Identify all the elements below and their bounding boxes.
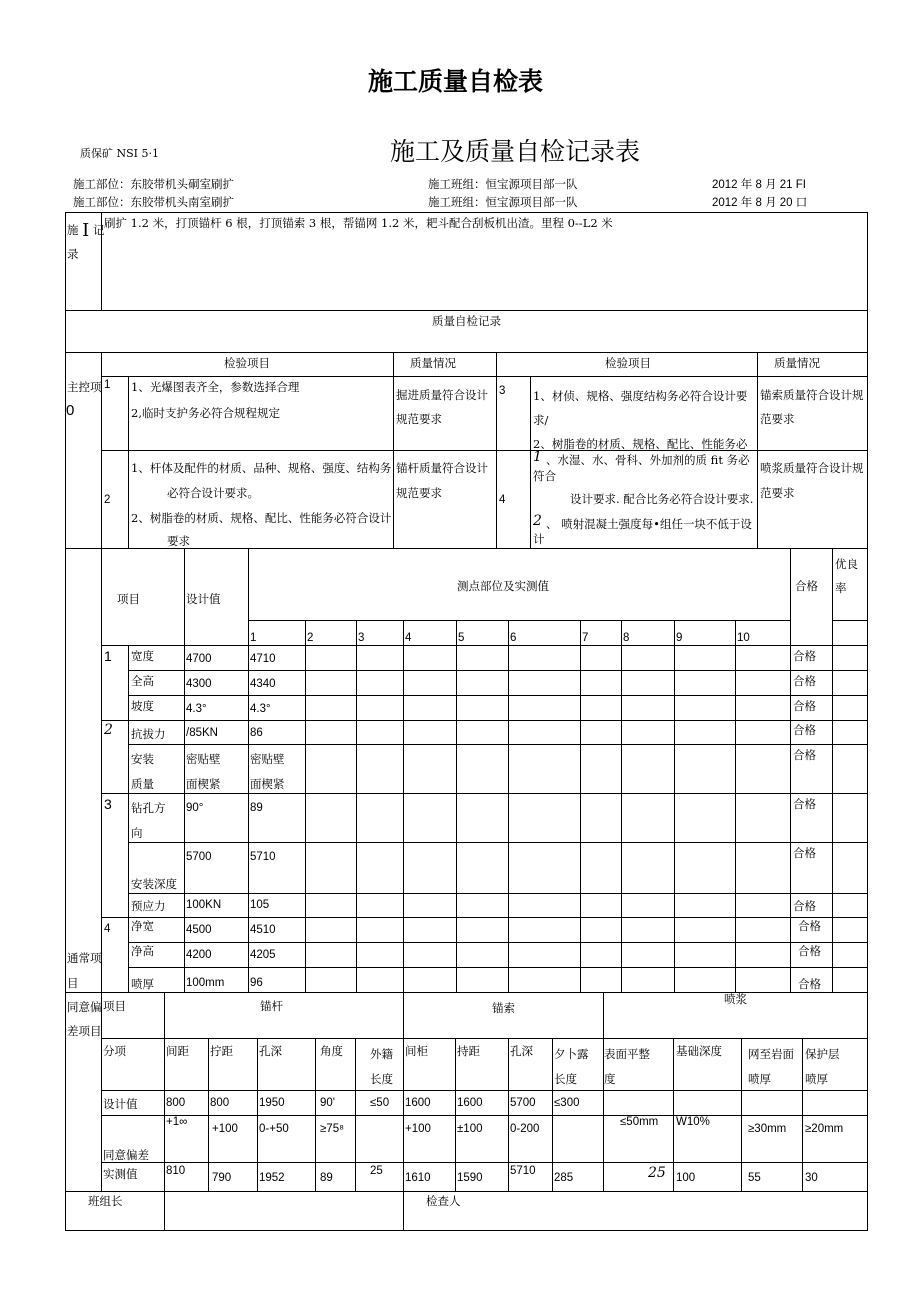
row-pullout-m1: 86 <box>250 727 263 739</box>
row-netwidth-name: 净宽 <box>131 919 154 933</box>
main-n2: 2 <box>104 494 111 506</box>
allow-col-6: 间柜 <box>405 1044 428 1058</box>
allow-tol-10: W10% <box>676 1116 710 1128</box>
point-7: 7 <box>582 632 589 644</box>
row-drill-name-b: 向 <box>131 826 143 840</box>
row-install-design-a: 密贴壁 <box>186 752 221 766</box>
allow-actual-4: 25 <box>370 1165 383 1177</box>
location-2: 施工部位：东胶带机头南室刷扩 <box>73 195 234 209</box>
allow-hdr-spray: 喷浆 <box>724 992 747 1006</box>
date-2: 2012 年 8 月 20 口 <box>712 197 808 209</box>
allow-tol-12: ≥20mm <box>805 1123 844 1135</box>
record-label <box>67 220 104 241</box>
allow-col-11: 基础深度 <box>676 1044 722 1058</box>
measure-side-label-b: 目 <box>67 976 79 990</box>
measure-group-4: 4 <box>104 923 111 935</box>
row-pullout-pass: 合格 <box>793 723 816 737</box>
allow-design-2: 1950 <box>259 1097 285 1109</box>
row-netheight-design: 4200 <box>186 949 212 961</box>
main-r1-item-a: 1、光爆图表齐全，参数选择合理 <box>131 380 300 394</box>
row-height-name: 全高 <box>131 674 154 688</box>
allow-actual-1: 790 <box>212 1172 232 1184</box>
row-prestress-name: 预应力 <box>131 899 166 913</box>
row-drill-m1: 89 <box>250 802 263 814</box>
main-n4: 4 <box>499 494 506 506</box>
row-slope-m1: 4.3° <box>250 703 271 715</box>
point-5: 5 <box>458 632 465 644</box>
qc-record-title: 质量自检记录 <box>432 314 501 328</box>
main-r2-item2-n1: 1 <box>533 449 542 465</box>
team-1: 施工班组：恒宝源项目部一队 <box>428 177 578 191</box>
allow-tol-6: ±100 <box>457 1123 483 1135</box>
measure-hdr-rate-b: 率 <box>835 581 847 595</box>
row-prestress-design: 100KN <box>186 899 222 911</box>
main-r2-item-a: 1、杆体及配件的材质、品种、规格、强度、结构务 <box>131 461 392 475</box>
row-width-m1: 4710 <box>250 653 276 665</box>
allow-tol-label: 同意偏差 <box>103 1148 149 1162</box>
allow-col-2: 拧距 <box>210 1044 233 1058</box>
team-leader-signature-field[interactable] <box>165 1192 402 1229</box>
allow-col-5b: 长度 <box>370 1072 393 1086</box>
row-drill-design: 90° <box>186 802 204 814</box>
team-leader-label: 班组长 <box>88 1194 123 1208</box>
allow-tol-1: +100 <box>212 1123 238 1135</box>
main-r2-quality-a: 锚杆质量符合设计 <box>396 461 488 475</box>
inspector-signature-field[interactable] <box>460 1192 866 1229</box>
main-r2-item2-d: 、 喷射混凝土强度每•组任一块不低于设 <box>546 517 752 531</box>
allow-side-a: 同意偏 <box>67 1000 102 1014</box>
allow-tol-11: ≥30mm <box>748 1123 787 1135</box>
measure-hdr-item: 项目 <box>117 592 140 606</box>
row-depth-m1: 5710 <box>250 851 276 863</box>
record-label-a: 施 <box>67 223 79 237</box>
main-r1-item2-c: 2、树脂卷的材质、规格、配比、性能务必 <box>533 437 748 451</box>
allow-side-b: 差项目 <box>67 1024 102 1038</box>
record-text: 刷扩 1.2 米，打顶锚杆 6 根，打顶锚索 3 根，帮锚网 1.2 米，耙斗配合刮板机出渣。里程 0--L2 米 <box>104 216 613 230</box>
row-drill-pass: 合格 <box>793 797 816 811</box>
row-depth-design: 5700 <box>186 851 212 863</box>
row-height-m1: 4340 <box>250 678 276 690</box>
allow-design-5: 1600 <box>405 1097 431 1109</box>
main-r1-quality-a: 掘进质量符合设计 <box>396 388 488 402</box>
main-r2-item2-n2: 2 <box>533 513 542 529</box>
allow-col-12a: 网至岩面 <box>748 1047 794 1061</box>
main-title: 施工质量自检表 <box>368 67 544 96</box>
row-install-design-b: 面楔紧 <box>186 777 221 791</box>
row-netwidth-m1: 4510 <box>250 924 276 936</box>
main-r2-quality2-b: 范要求 <box>760 486 795 500</box>
allow-actual-label: 实测值 <box>103 1167 138 1181</box>
row-width-design: 4700 <box>186 653 212 665</box>
row-spray-m1: 96 <box>250 977 263 989</box>
allow-actual-3: 89 <box>320 1172 333 1184</box>
allow-col-3: 孔深 <box>259 1044 282 1058</box>
allow-design-6: 1600 <box>457 1097 483 1109</box>
allow-hdr-cable: 锚索 <box>492 1001 515 1015</box>
main-hdr-quality2: 质量情况 <box>774 356 820 370</box>
point-9: 9 <box>676 632 683 644</box>
main-n1: 1 <box>104 379 111 391</box>
allow-design-3: 90' <box>320 1097 335 1109</box>
point-6: 6 <box>510 632 517 644</box>
row-height-pass: 合格 <box>793 674 816 688</box>
main-r2-item2-e: 计 <box>533 532 545 546</box>
main-r2-item2-b: 符合 <box>533 469 556 483</box>
allow-hdr-bolt: 锚杆 <box>260 999 283 1013</box>
row-install-pass: 合格 <box>793 748 816 762</box>
allow-tol-2: 0-+50 <box>259 1123 289 1135</box>
measure-hdr-design: 设计值 <box>186 592 221 606</box>
allow-col-4: 角度 <box>320 1044 343 1058</box>
row-netheight-m1: 4205 <box>250 949 276 961</box>
row-netheight-pass: 合格 <box>798 944 821 958</box>
location-1: 施工部位：东胶带机头硐室刷扩 <box>73 177 234 191</box>
inspector-label: 检查人 <box>426 1194 461 1208</box>
allow-col-9a: 夕卜露 <box>554 1047 589 1061</box>
allow-col-5a: 外籍 <box>370 1047 393 1061</box>
measure-group-1: 1 <box>104 648 112 664</box>
point-10: 10 <box>737 632 750 644</box>
row-install-m1-b: 面楔紧 <box>250 777 285 791</box>
record-label-b: I <box>82 220 90 241</box>
main-r1-quality2-a: 锚索质量符合设计规 <box>760 388 864 402</box>
allow-col-8: 孔深 <box>510 1044 533 1058</box>
allow-actual-8: 285 <box>554 1172 574 1184</box>
allow-actual-7: 5710 <box>510 1165 536 1177</box>
allow-actual-12: 30 <box>805 1172 818 1184</box>
main-r2-quality-b: 规范要求 <box>396 486 442 500</box>
row-depth-pass: 合格 <box>793 846 816 860</box>
allow-hdr-item: 项目 <box>103 999 126 1013</box>
main-r2-item2-a: 、水湿、水、骨科、外加剂的质 fit 务必 <box>546 453 750 467</box>
measure-group-2: 2 <box>104 722 113 738</box>
row-pullout-design: /85KN <box>186 727 218 739</box>
point-4: 4 <box>405 632 412 644</box>
row-height-design: 4300 <box>186 678 212 690</box>
allow-col-1: 间距 <box>166 1044 189 1058</box>
allow-actual-0: 810 <box>166 1165 186 1177</box>
row-spray-design: 100mm <box>186 977 225 989</box>
allow-tol-5: +100 <box>405 1123 431 1135</box>
main-r1-quality-b: 规范要求 <box>396 412 442 426</box>
main-r1-item-b: 2,临时支护务必符合规程规定 <box>131 406 280 420</box>
row-install-name-a: 安装 <box>131 752 154 766</box>
allow-col-12b: 喷厚 <box>748 1072 771 1086</box>
measure-hdr-rate-a: 优良 <box>835 557 858 571</box>
row-depth-name: 安装深度 <box>131 877 177 891</box>
main-r1-item2-b: 求/ <box>533 413 549 427</box>
row-prestress-m1: 105 <box>250 899 270 911</box>
main-n3: 3 <box>499 385 506 397</box>
allow-design-0: 800 <box>166 1097 186 1109</box>
row-width-name: 宽度 <box>131 649 154 663</box>
main-r2-item2-c: 设计要求. 配合比务必符合设计要求. <box>570 492 754 506</box>
record-label-d: 录 <box>67 247 79 261</box>
point-8: 8 <box>623 632 630 644</box>
measure-hdr-pass: 合格 <box>795 579 818 593</box>
allow-col-10b: 度 <box>604 1072 616 1086</box>
allow-tol-9: ≤50mm <box>620 1116 659 1128</box>
point-1: 1 <box>250 632 257 644</box>
measure-side-label-a: 通常项 <box>67 951 102 965</box>
allow-design-1: 800 <box>210 1097 230 1109</box>
allow-col-10a: 表面平整 <box>604 1047 650 1061</box>
allow-actual-6: 1590 <box>457 1172 483 1184</box>
row-drill-name-a: 钻孔方 <box>131 801 166 815</box>
point-3: 3 <box>358 632 365 644</box>
main-side-label-b: 0 <box>66 402 75 419</box>
row-pullout-name: 抗拔力 <box>131 727 166 741</box>
row-install-name-b: 质量 <box>131 777 154 791</box>
allow-col-9b: 长度 <box>554 1072 577 1086</box>
main-r1-quality2-b: 范要求 <box>760 412 795 426</box>
main-r1-item2-a: 1、材侦、规格、强度结构务必符合设计要 <box>533 389 748 403</box>
allow-col-0: 分项 <box>103 1044 126 1058</box>
allow-design-8: ≤300 <box>554 1097 580 1109</box>
point-2: 2 <box>307 632 314 644</box>
main-r2-item-c: 2、树脂卷的材质、规格、配比、性能务必符合设计 <box>131 511 392 525</box>
allow-col-13a: 保护层 <box>805 1047 840 1061</box>
row-width-pass: 合格 <box>793 649 816 663</box>
row-spray-pass: 合格 <box>798 977 821 991</box>
main-hdr-item2: 检验项目 <box>605 356 651 370</box>
row-slope-name: 坡度 <box>131 699 154 713</box>
measure-group-3: 3 <box>104 796 112 812</box>
allow-actual-2: 1952 <box>259 1172 285 1184</box>
row-netwidth-design: 4500 <box>186 924 212 936</box>
allow-actual-9: 25 <box>648 1165 666 1181</box>
team-2: 施工班组：恒宝源项目部一队 <box>428 195 578 209</box>
row-install-m1-a: 密贴壁 <box>250 752 285 766</box>
main-hdr-quality: 质量情况 <box>410 356 456 370</box>
main-r2-quality2-a: 喷浆质量符合设计规 <box>760 461 864 475</box>
row-netheight-name: 净高 <box>131 944 154 958</box>
main-side-label-a: 主控项 <box>67 380 102 394</box>
allow-design-4: ≤50 <box>370 1097 390 1109</box>
allow-col-13b: 喷厚 <box>805 1072 828 1086</box>
main-r2-item-d: 要求 <box>167 534 190 548</box>
main-hdr-item: 检验项目 <box>224 356 270 370</box>
row-netwidth-pass: 合格 <box>798 919 821 933</box>
allow-tol-7: 0-200 <box>510 1123 540 1135</box>
row-slope-pass: 合格 <box>793 699 816 713</box>
date-1: 2012 年 8 月 21 FI <box>712 179 806 191</box>
row-spray-name: 喷厚 <box>131 977 154 991</box>
allow-col-7: 持距 <box>457 1044 480 1058</box>
row-slope-design: 4.3° <box>186 703 207 715</box>
allow-actual-5: 1610 <box>405 1172 431 1184</box>
allow-actual-10: 100 <box>676 1172 696 1184</box>
doc-code: 质保矿 NSI 5·1 <box>80 147 159 160</box>
row-prestress-pass: 合格 <box>793 899 816 913</box>
record-label-c: 记 <box>92 223 105 237</box>
measure-hdr-points: 测点部位及实测值 <box>457 579 549 593</box>
allow-tol-3: ≥75⁸ <box>320 1123 344 1135</box>
allow-design-7: 5700 <box>510 1097 536 1109</box>
allow-actual-11: 55 <box>748 1172 761 1184</box>
allow-design-label: 设计值 <box>103 1097 138 1111</box>
subtitle: 施工及质量自检记录表 <box>390 137 641 166</box>
main-r2-item-b: 必符合设计要求。 <box>167 486 259 500</box>
allow-tol-0: +1∞ <box>166 1116 188 1128</box>
